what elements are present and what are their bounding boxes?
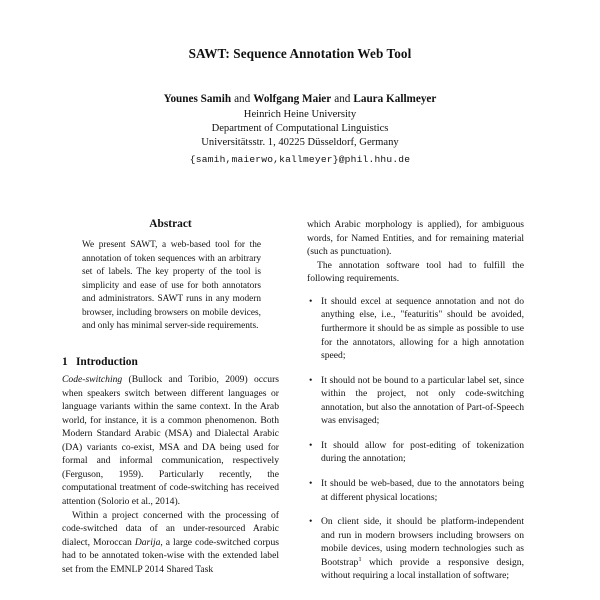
author-line bbox=[0, 92, 600, 107]
author-email: {samih,maierwo,kallmeyer}@phil.hhu.de bbox=[189, 153, 411, 165]
intro-paragraph-2-part1: Within a project concerned with the processing of code-switched data of an under-resourced Arabic dialect, Moroccan bbox=[62, 509, 279, 548]
term-code-switching: Code-switching bbox=[62, 373, 123, 385]
intro-paragraph-2-part2: , a large code-switched corpus had to be annotated token-wise with the extended label set from the EMNLP 2014 Shared Task bbox=[62, 536, 279, 575]
title-block bbox=[0, 0, 600, 62]
list-item bbox=[307, 439, 524, 466]
requirements-list bbox=[307, 295, 524, 583]
intro-paragraph-2 bbox=[62, 509, 279, 577]
author-name-3: Laura Kallmeyer bbox=[353, 92, 437, 105]
list-item-text: It should not be bound to a particular label set, since within the project, not only code-switching annotation, but also the annotation of Part-of-Speech was envisaged; bbox=[321, 374, 524, 427]
abstract-heading: Abstract bbox=[149, 218, 192, 230]
bullet-icon: • bbox=[309, 439, 313, 451]
affiliation-address: Universitätsstr. 1, 40225 Düsseldorf, Germany bbox=[201, 137, 399, 149]
bullet-icon: • bbox=[309, 478, 313, 489]
bullet-icon: • bbox=[309, 374, 313, 386]
author-conjunction-2: and bbox=[334, 92, 351, 105]
author-name-2: Wolfgang Maier bbox=[253, 92, 332, 105]
continued-paragraph: which Arabic morphology is applied), for ambiguous words, for Named Entities, and for remaining material (such as punctuation). bbox=[307, 219, 524, 258]
intro-paragraph-1-rest: (Bullock and Toribio, 2009) occurs when speakers switch between different languages or language variants within the same context. In the Arab world, for instance, it is a common phenomenon. Both Modern Standard Arabic (MSA) and Dialectal Arabic (DA) variants co-exist, MSA and DA being used for formal and informal communication, respectively (Ferguson, 1959). Particularly recently, the computational treatment of code-switching has received attention (Solorio et al., 2014). bbox=[62, 373, 279, 507]
left-column bbox=[62, 218, 279, 576]
bullet-icon: • bbox=[309, 516, 313, 528]
requirements-lead-in: The annotation software tool had to fulfill the following requirements. bbox=[307, 259, 524, 285]
list-item bbox=[307, 374, 524, 428]
author-name-1: Younes Samih bbox=[163, 92, 232, 105]
intro-paragraph-1 bbox=[62, 373, 279, 509]
footnote-marker: 1 bbox=[358, 555, 362, 563]
affiliation-university: Heinrich Heine University bbox=[243, 108, 357, 120]
section-title: Introduction bbox=[76, 355, 138, 368]
section-spacer bbox=[62, 334, 279, 356]
list-item-text: It should allow for post-editing of tokenization during the annotation; bbox=[321, 439, 524, 465]
list-item-text-after-footnote: which provide a responsive design, without requiring a local installation of software; bbox=[321, 556, 524, 582]
term-darija: Darija bbox=[134, 536, 161, 548]
abstract-text: We present SAWT, a web-based tool for the annotation of token sequences with an arbitrary set of labels. The key property of the tool is simplicity and ease of use for both annotators and administrators. SAWT runs in any modern browser, including browsers on mobile devices, and only has minimal server-side requirements. bbox=[82, 240, 261, 332]
section-heading-introduction bbox=[62, 356, 279, 368]
list-item-text: It should excel at sequence annotation and not do anything else, i.e., "featuritis" should be avoided, furthermore it should be as simple as possible to use for the annotators, allowing for a high annotation speed; bbox=[321, 295, 524, 362]
list-item bbox=[307, 515, 524, 583]
list-item bbox=[307, 477, 524, 504]
page-title: SAWT: Sequence Annotation Web Tool bbox=[188, 46, 412, 61]
author-conjunction-1: and bbox=[234, 92, 251, 105]
section-number: 1 bbox=[62, 355, 68, 368]
list-item bbox=[307, 295, 524, 363]
list-item-text-before-footnote: On client side, it should be platform-independent and run in modern browsers including browsers on mobile devices, using modern technologies such as Bootstrap bbox=[321, 516, 524, 568]
list-item-text: It should be web-based, due to the annotators being at different physical locations; bbox=[321, 478, 524, 503]
author-block bbox=[0, 92, 600, 166]
affiliation-department: Department of Computational Linguistics bbox=[211, 123, 389, 135]
right-column bbox=[307, 218, 524, 583]
bullet-icon: • bbox=[309, 295, 313, 307]
